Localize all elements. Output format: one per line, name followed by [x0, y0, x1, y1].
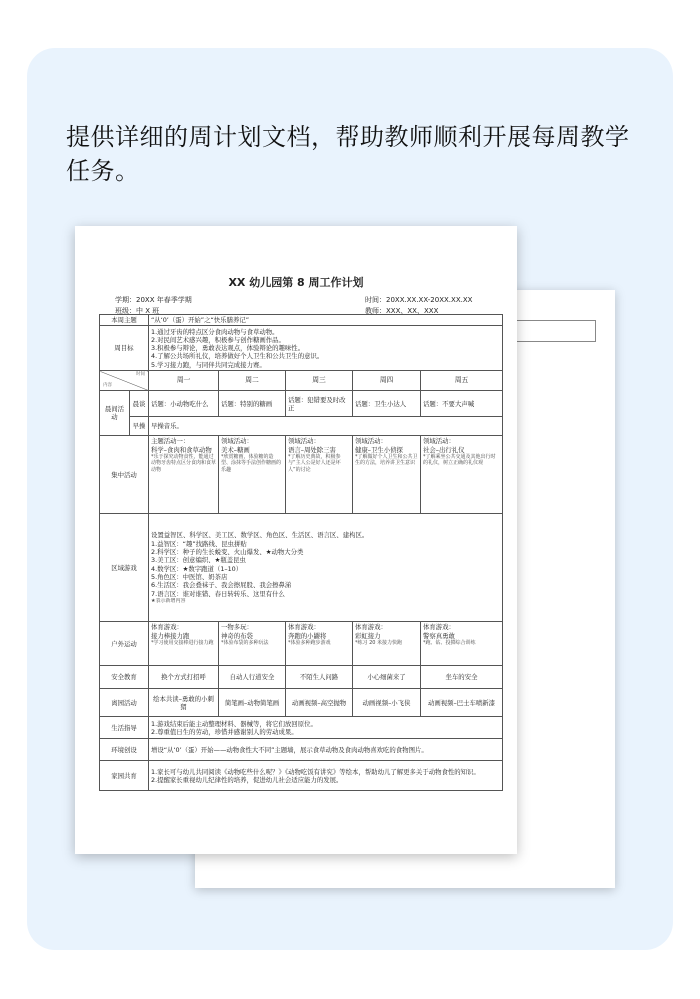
- leave-cell: 动画视频–高空抛物: [286, 689, 353, 717]
- outdoor-row: [100, 622, 503, 666]
- area-line: 2.科学区：种子的生长蜕变、火山爆发、★动物大分类: [151, 547, 304, 556]
- env-label: 环境创设: [100, 739, 149, 761]
- area-line: 5.角色区：中医馆、奶茶店: [151, 572, 228, 581]
- focus-title: 美术–糖画: [221, 445, 250, 454]
- morning-exercise-row: [100, 417, 503, 436]
- area-line: 1.益智区：“趣”找路线、昆虫拼贴: [151, 539, 247, 548]
- focus-cell: [421, 436, 503, 514]
- safety-cell: 坐车的安全: [421, 666, 503, 689]
- focus-cell: [219, 436, 286, 514]
- outdoor-cell: [421, 622, 503, 666]
- focus-note: *乐于探究动物食性，能通过动物牙齿特点区分食肉和食草动物: [151, 453, 217, 473]
- outdoor-title: 彩虹接力: [355, 631, 381, 640]
- safety-cell: 换个方式打招呼: [149, 666, 219, 689]
- focus-title: 语言–周处除三害: [288, 445, 336, 454]
- weekly-plan-table: [99, 314, 503, 791]
- goal-item: 4.了解公共场所礼仪，培养做好个人卫生和公共卫生的意识。: [151, 352, 324, 361]
- time-label: 时间：20XX.XX.XX-20XX.XX.XX: [365, 296, 473, 304]
- safety-row: [100, 666, 503, 689]
- focus-note: *了解乘坐公共交通及其他出行时的礼仪，树立正确的礼仪观: [423, 453, 496, 467]
- family-label: 家园共育: [100, 761, 149, 791]
- day-header: 周五: [421, 371, 503, 391]
- teachers-label: 教师：XXX、XX、XXX: [365, 307, 439, 315]
- life-row: [100, 717, 503, 739]
- morning-talk-cell: 话题：卫生小达人: [353, 391, 421, 417]
- goal-item: 1.通过牙齿的特点区分食肉动物与食草动物。: [151, 327, 279, 336]
- area-line: 3.美工区：创意编织、★瓶盖昆虫: [151, 556, 246, 565]
- outdoor-note: *跑、钻、投掷综合训练: [423, 639, 476, 646]
- theme-row: [100, 315, 503, 326]
- outdoor-cell: [149, 622, 219, 666]
- theme-value: “从‘0’（蛋）开始”之“快乐膳养记”: [149, 315, 503, 326]
- outdoor-type: 一物多玩：: [221, 623, 253, 632]
- focus-note: *了解历史典故，积极参与“主人公是好人还是坏人”的讨论: [288, 453, 341, 473]
- life-item: 1.游戏结束后能主动整理材料、器械等，将它们放回原位。: [151, 719, 317, 728]
- outdoor-title: 神奇的布袋: [221, 631, 253, 640]
- leave-cell: 动画视频–小飞侠: [353, 689, 421, 717]
- area-cell: [149, 514, 503, 622]
- outdoor-title: 接力棒接力跑: [151, 631, 190, 640]
- leave-cell: 简笔画–动物简笔画: [219, 689, 286, 717]
- outdoor-note: *学习使用交接棒进行接力跑: [151, 639, 214, 646]
- outdoor-label: 户外运动: [100, 622, 149, 666]
- outdoor-note: *练习 20 米接力快跑: [355, 639, 403, 646]
- outdoor-type: 体育游戏：: [151, 623, 183, 632]
- focus-title: 科学–食肉和食草动物: [151, 445, 212, 454]
- day-header: 周一: [149, 371, 219, 391]
- focus-type: 领域活动：: [355, 437, 387, 446]
- life-label: 生活指导: [100, 717, 149, 739]
- outdoor-note: *体验布袋的多种玩法: [221, 639, 269, 646]
- family-row: [100, 761, 503, 791]
- area-footnote: ★表示新增内容: [151, 597, 186, 604]
- morning-exercise-cell: 早操音乐。: [149, 417, 503, 436]
- days-header-row: [100, 371, 503, 391]
- goal-item: 3.积极参与辩论，勇敢表达观点，体验辩论的趣味性。: [151, 344, 305, 353]
- focus-cell: [149, 436, 219, 514]
- focus-row: [100, 436, 503, 514]
- env-cell: 增设“从‘0’（蛋）开始——动物食性大不同”主题墙，展示食草动物及食肉动物喜欢吃的食物图片。: [149, 739, 503, 761]
- focus-title: 社会–出行礼仪: [423, 445, 465, 454]
- morning-talk-label: 晨谈: [130, 391, 149, 417]
- front-page: [75, 226, 517, 854]
- morning-talk-cell: 话题：犯错要及时改正: [286, 391, 353, 417]
- morning-exercise-label: 早操: [130, 417, 149, 436]
- family-item: 2.提醒家长重视幼儿纪律性的培养，促进幼儿社会适应能力的发展。: [151, 775, 343, 784]
- area-line: 6.生活区：我会叠袜子、我会擦屁股、我会擦鼻涕: [151, 581, 292, 590]
- focus-type: 领域活动：: [288, 437, 320, 446]
- corner-cell: [100, 371, 149, 391]
- corner-time: 时间: [136, 372, 145, 378]
- day-header: 周四: [353, 371, 421, 391]
- area-row: [100, 514, 503, 622]
- morning-talk-cell: 话题：小动物吃什么: [149, 391, 219, 417]
- morning-talk-row: [100, 391, 503, 417]
- life-cell: [149, 717, 503, 739]
- outdoor-cell: [353, 622, 421, 666]
- family-item: 1.家长可与幼儿共同阅读《动物吃些什么呢？》《动物吃饭有讲究》等绘本，帮助幼儿了解更多关于动物食性的知识。: [151, 767, 480, 776]
- area-line: 设置益智区、科学区、美工区、数学区、角色区、生活区、语言区、建构区。: [151, 531, 369, 540]
- morning-label: 晨间活动: [100, 391, 130, 436]
- goals-cell: [149, 326, 503, 371]
- morning-talk-cell: 话题：特别的糖画: [219, 391, 286, 417]
- focus-note: *了解做好个人卫生和公共卫生的方法，培养讲卫生意识: [355, 453, 418, 467]
- leave-cell: 绘本共读–勇敢的小刺猬: [149, 689, 219, 717]
- area-line: 7.语言区：谁对谁错、春日转转乐、这里有什么: [151, 589, 285, 598]
- outdoor-title: 奔跑的小鼹将: [288, 631, 327, 640]
- leave-cell: 动画视频–巴士车喷新漆: [421, 689, 503, 717]
- goals-row: [100, 326, 503, 371]
- theme-label: 本周主题: [100, 315, 149, 326]
- outdoor-cell: [219, 622, 286, 666]
- outdoor-type: 体育游戏：: [423, 623, 455, 632]
- leave-row: [100, 689, 503, 717]
- focus-type: 主题活动一：: [151, 437, 190, 446]
- outdoor-type: 体育游戏：: [355, 623, 387, 632]
- day-header: 周二: [219, 371, 286, 391]
- outdoor-note: *体验多种跑步游戏: [288, 639, 331, 646]
- document-title: XX 幼儿园第 8 周工作计划: [228, 276, 364, 289]
- leave-label: 离园活动: [100, 689, 149, 717]
- safety-cell: 小心细菌来了: [353, 666, 421, 689]
- focus-label: 集中活动: [100, 436, 149, 514]
- focus-cell: [353, 436, 421, 514]
- headline: 提供详细的周计划文档，帮助教师顺利开展每周教学任务。: [66, 123, 630, 185]
- safety-cell: 自动人行道安全: [219, 666, 286, 689]
- class-label: 班级：中 X 班: [115, 307, 160, 315]
- goal-item: 5.学习接力跑，与同伴共同完成接力赛。: [151, 360, 266, 369]
- goal-item: 2.对民间艺术感兴趣，积极参与创作糖画作品。: [151, 335, 285, 344]
- outdoor-type: 体育游戏：: [288, 623, 320, 632]
- focus-cell: [286, 436, 353, 514]
- safety-label: 安全教育: [100, 666, 149, 689]
- focus-type: 领域活动：: [423, 437, 455, 446]
- corner-content: 内容: [103, 383, 112, 389]
- env-row: [100, 739, 503, 761]
- life-item: 2.尊重值日生的劳动，珍惜并感谢别人的劳动成果。: [151, 727, 298, 736]
- focus-note: *欣赏糖画，体验糖的造型、涂抹等手法创作糖画的乐趣: [221, 453, 282, 473]
- outdoor-title: 警察真勇敢: [423, 631, 455, 640]
- focus-title: 健康–卫生小侦探: [355, 445, 403, 454]
- safety-cell: 不陌生人问路: [286, 666, 353, 689]
- day-header: 周三: [286, 371, 353, 391]
- area-line: 4.数学区：★数字跑道（1–10）: [151, 564, 243, 573]
- goals-label: 周目标: [100, 326, 149, 371]
- outdoor-cell: [286, 622, 353, 666]
- focus-type: 领域活动：: [221, 437, 253, 446]
- semester-label: 学期：20XX 年春季学期: [115, 296, 192, 304]
- family-cell: [149, 761, 503, 791]
- area-label: 区域游戏: [100, 514, 149, 622]
- morning-talk-cell: 话题：不要大声喊: [421, 391, 503, 417]
